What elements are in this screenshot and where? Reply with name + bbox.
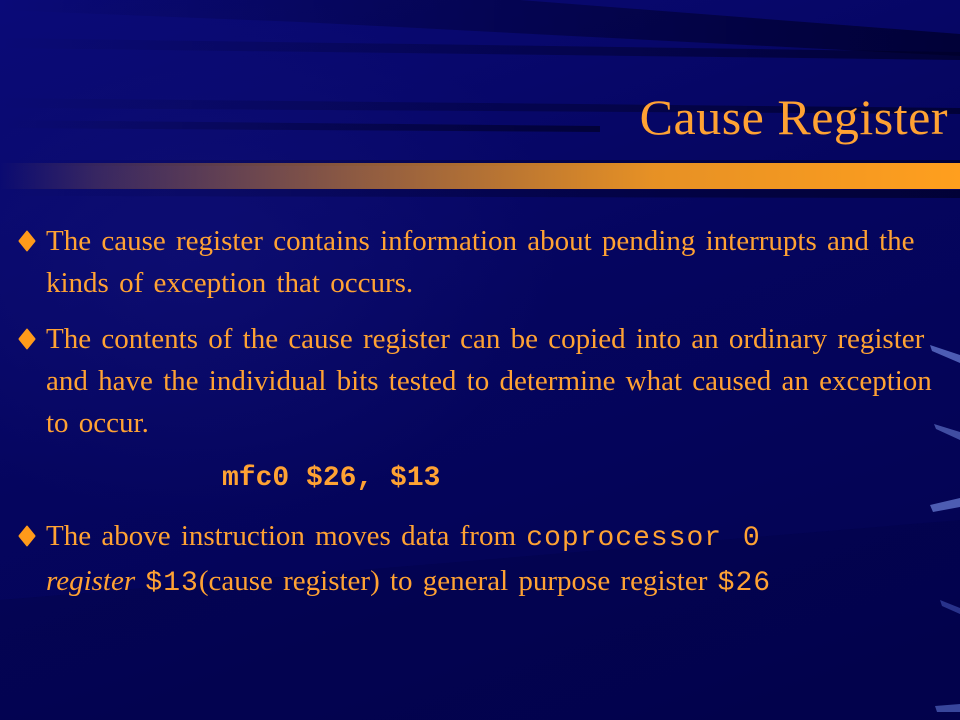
diamond-bullet-icon <box>18 328 36 350</box>
bullet-3-part-2: (cause register) to general purpose register <box>198 565 718 597</box>
bullet-item-1 <box>20 220 950 304</box>
bullet-text-3 <box>46 515 950 605</box>
bullet-text-1: The cause register contains information about pending interrupts and the kinds of exception that occurs. <box>46 225 915 299</box>
diamond-bullet-icon <box>18 230 36 252</box>
bullet-item-2 <box>20 318 950 444</box>
bullet-item-3 <box>20 515 950 605</box>
diamond-bullet-icon <box>18 525 36 547</box>
bullet-3-italic-register: register <box>46 565 136 597</box>
bullet-text-2: The contents of the cause register can be copied into an ordinary register and have the individual bits tested to determine what caused an exception to occur. <box>46 323 932 439</box>
bullet-3-mono-13: $13 <box>145 568 199 599</box>
code-instruction: mfc0 $26, $13 <box>222 463 441 494</box>
bullet-3-mono-coprocessor: coprocessor 0 <box>526 523 761 554</box>
slide-title: Cause Register <box>639 89 948 145</box>
bullet-3-mono-26: $26 <box>717 568 772 599</box>
bullet-3-part-1: The above instruction moves data from <box>46 520 527 552</box>
